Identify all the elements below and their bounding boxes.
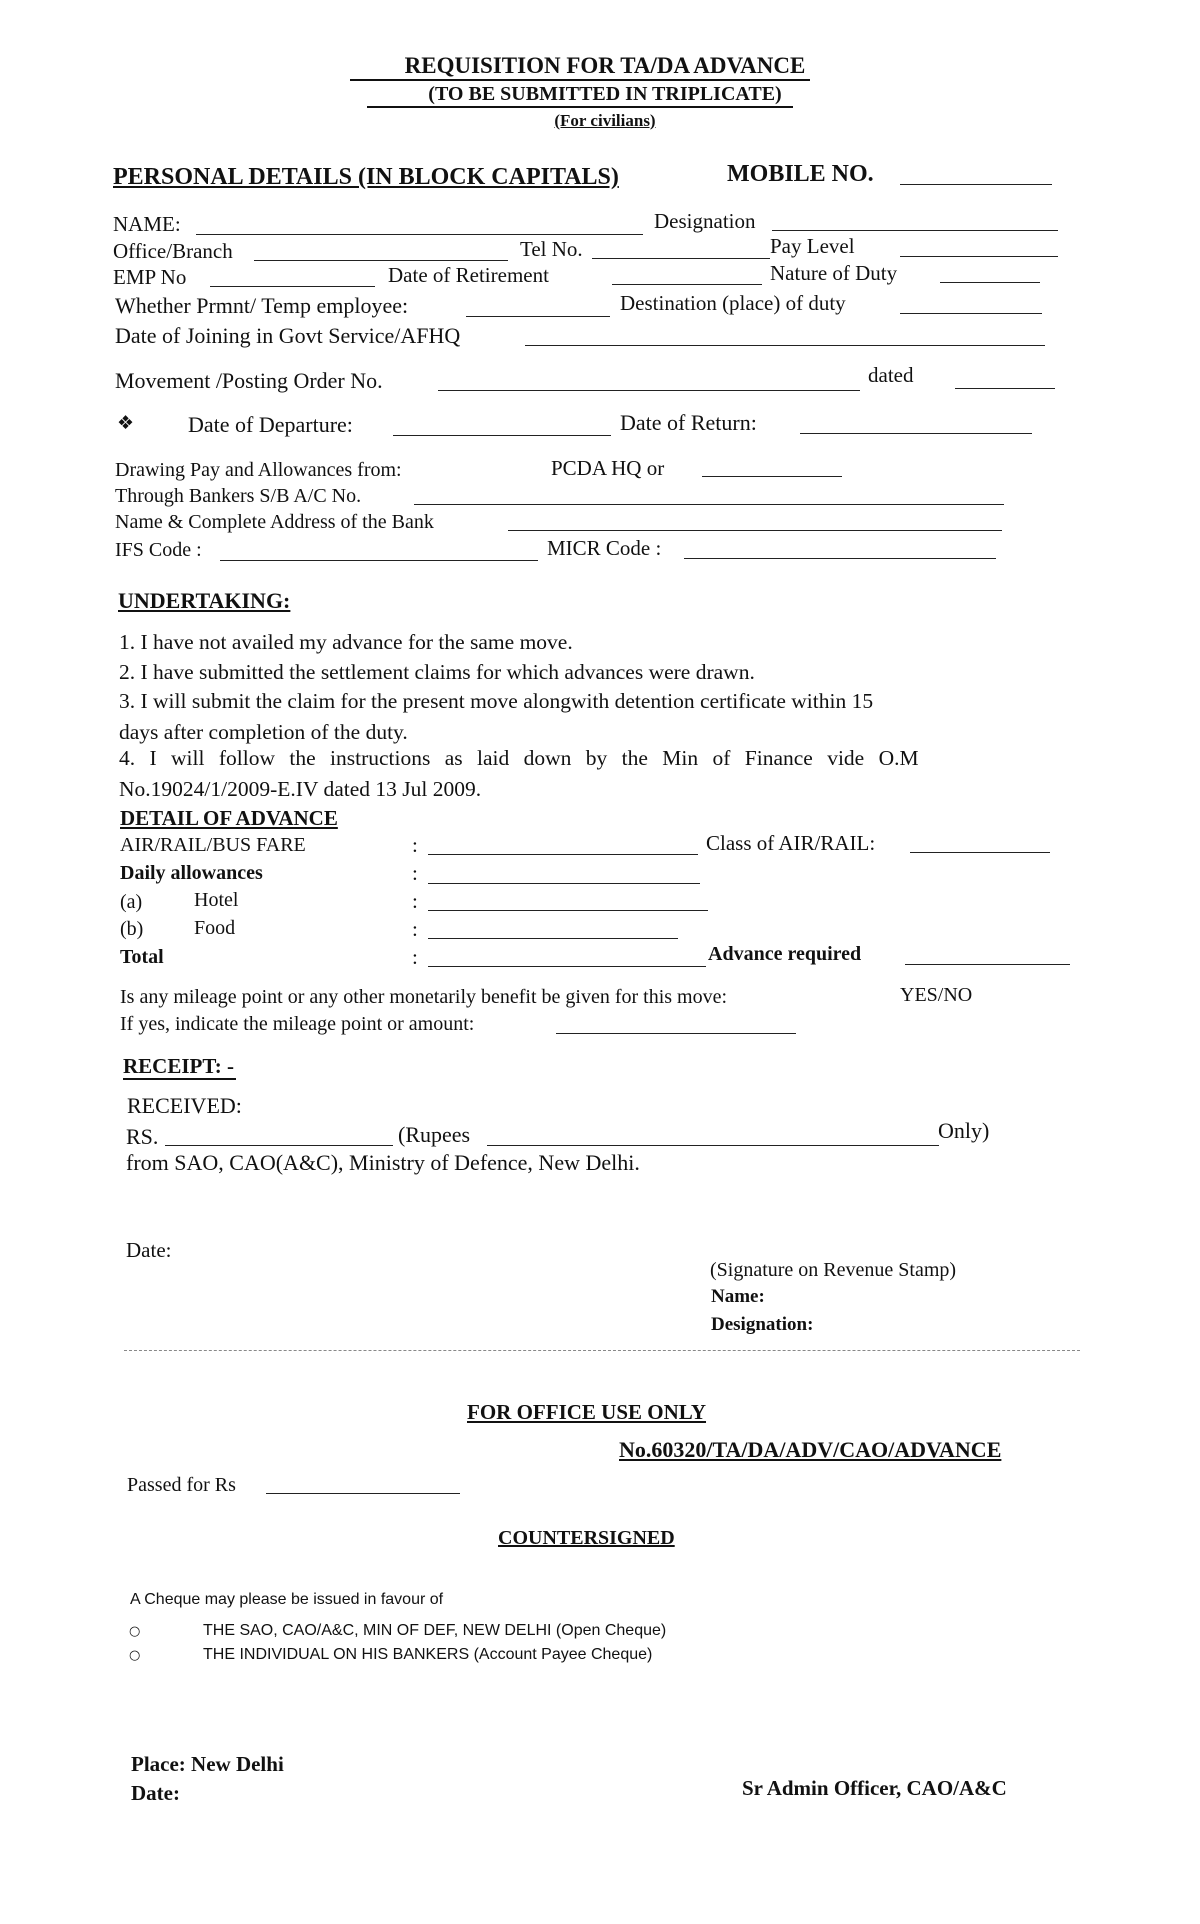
- rs-field[interactable]: [165, 1145, 393, 1146]
- designation-label: Designation: [654, 209, 756, 233]
- food-marker: (b): [120, 918, 144, 940]
- receipt-designation-label: Designation:: [711, 1314, 814, 1335]
- office-use-heading: FOR OFFICE USE ONLY: [467, 1400, 707, 1424]
- return-field[interactable]: [800, 433, 1032, 434]
- signature-label: (Signature on Revenue Stamp): [710, 1259, 957, 1281]
- rupees-label: (Rupees: [398, 1122, 471, 1147]
- bankers-field[interactable]: [414, 504, 1004, 505]
- movement-field[interactable]: [438, 390, 860, 391]
- cheque-intro: A Cheque may please be issued in favour of: [130, 1591, 444, 1608]
- office-field[interactable]: [254, 260, 508, 261]
- joining-label: Date of Joining in Govt Service/AFHQ: [115, 323, 461, 348]
- fare-colon: :: [412, 833, 418, 857]
- personal-details-heading: PERSONAL DETAILS (IN BLOCK CAPITALS): [113, 164, 619, 190]
- hotel-label: Hotel: [194, 889, 239, 911]
- undertaking-heading: UNDERTAKING:: [118, 588, 291, 613]
- advance-required-field[interactable]: [905, 964, 1070, 965]
- form-subtitle: (TO BE SUBMITTED IN TRIPLICATE): [428, 83, 782, 105]
- rupees-field[interactable]: [487, 1145, 939, 1146]
- receipt-underline: [123, 1078, 236, 1080]
- tel-label: Tel No.: [520, 237, 583, 261]
- mileage-question: Is any mileage point or any other monetarily benefit be given for this move:: [120, 986, 728, 1008]
- food-colon: :: [412, 917, 418, 941]
- dated-field[interactable]: [955, 388, 1055, 389]
- mobile-label: MOBILE NO.: [727, 161, 874, 187]
- undertaking-item: 1. I have not availed my advance for the same move.: [119, 630, 573, 654]
- receipt-date-label: Date:: [126, 1238, 172, 1262]
- received-label: RECEIVED:: [127, 1093, 242, 1118]
- advance-required-label: Advance required: [708, 943, 862, 965]
- place-label: Place: New Delhi: [131, 1752, 284, 1776]
- title-underline: [350, 79, 810, 81]
- payee-cheque-option: THE INDIVIDUAL ON HIS BANKERS (Account Payee Cheque): [203, 1646, 653, 1663]
- office-label: Office/Branch: [113, 239, 233, 263]
- total-colon: :: [412, 945, 418, 969]
- drawing-label: Drawing Pay and Allowances from:: [115, 459, 402, 481]
- mileage-amount-label: If yes, indicate the mileage point or amount:: [120, 1013, 475, 1035]
- receipt-from: from SAO, CAO(A&C), Ministry of Defence, New Delhi.: [126, 1150, 640, 1175]
- passed-for-label: Passed for Rs: [127, 1474, 236, 1496]
- yes-no-option[interactable]: YES/NO: [900, 984, 973, 1006]
- emp-field[interactable]: [210, 286, 375, 287]
- movement-label: Movement /Posting Order No.: [115, 368, 383, 393]
- ifs-field[interactable]: [220, 560, 538, 561]
- class-field[interactable]: [910, 852, 1050, 853]
- food-label: Food: [194, 917, 236, 939]
- only-label: Only): [938, 1118, 990, 1143]
- employee-type-label: Whether Prmnt/ Temp employee:: [115, 293, 409, 318]
- tel-field[interactable]: [592, 258, 770, 259]
- micr-field[interactable]: [684, 558, 996, 559]
- fare-label: AIR/RAIL/BUS FARE: [120, 834, 306, 856]
- daily-field[interactable]: [428, 883, 700, 884]
- pcda-field[interactable]: [702, 476, 842, 477]
- joining-field[interactable]: [525, 345, 1045, 346]
- office-reference: No.60320/TA/DA/ADV/CAO/ADVANCE: [619, 1437, 1002, 1462]
- countersigned-label: COUNTERSIGNED: [498, 1527, 675, 1549]
- fare-field[interactable]: [428, 854, 698, 855]
- employee-type-field[interactable]: [466, 316, 610, 317]
- retirement-label: Date of Retirement: [388, 263, 549, 287]
- undertaking-item: 2. I have submitted the settlement claims for which advances were drawn.: [119, 660, 755, 684]
- bankers-label: Through Bankers S/B A/C No.: [115, 485, 362, 507]
- name-field[interactable]: [196, 234, 643, 235]
- hotel-field[interactable]: [428, 910, 708, 911]
- total-field[interactable]: [428, 966, 706, 967]
- micr-label: MICR Code :: [547, 536, 662, 560]
- destination-field[interactable]: [900, 313, 1042, 314]
- undertaking-item: No.19024/1/2009-E.IV dated 13 Jul 2009.: [119, 777, 482, 801]
- daily-label: Daily allowances: [120, 862, 263, 884]
- class-label: Class of AIR/RAIL:: [706, 831, 876, 855]
- mobile-field[interactable]: [900, 184, 1052, 185]
- hotel-colon: :: [412, 889, 418, 913]
- duty-nature-label: Nature of Duty: [770, 261, 898, 285]
- undertaking-item: 3. I will submit the claim for the present move alongwith detention certificate within 15: [119, 689, 874, 713]
- duty-nature-field[interactable]: [940, 282, 1040, 283]
- open-cheque-option: THE SAO, CAO/A&C, MIN OF DEF, NEW DELHI (Open Cheque): [203, 1622, 667, 1639]
- designation-field[interactable]: [772, 230, 1058, 231]
- daily-colon: :: [412, 861, 418, 885]
- pay-level-field[interactable]: [900, 256, 1058, 257]
- cut-line: [124, 1350, 1080, 1351]
- dated-label: dated: [868, 363, 914, 387]
- food-field[interactable]: [428, 938, 678, 939]
- pay-level-label: Pay Level: [770, 234, 855, 258]
- destination-label: Destination (place) of duty: [620, 291, 846, 315]
- retirement-field[interactable]: [612, 284, 762, 285]
- radio-icon[interactable]: ○: [129, 1648, 141, 1663]
- ifs-label: IFS Code :: [115, 539, 202, 561]
- emp-label: EMP No: [113, 265, 187, 289]
- total-label: Total: [120, 946, 164, 968]
- radio-icon[interactable]: ○: [129, 1624, 141, 1639]
- subtitle-underline: [367, 106, 793, 108]
- signatory-label: Sr Admin Officer, CAO/A&C: [742, 1776, 1007, 1800]
- office-date-label: Date:: [131, 1781, 180, 1805]
- form-title: REQUISITION FOR TA/DA ADVANCE: [404, 53, 806, 78]
- rs-label: RS.: [126, 1124, 159, 1149]
- form-audience: (For civilians): [554, 111, 656, 130]
- undertaking-item: days after completion of the duty.: [119, 720, 408, 744]
- pcda-label: PCDA HQ or: [551, 456, 665, 480]
- passed-for-field[interactable]: [266, 1493, 460, 1494]
- name-label: NAME:: [113, 212, 181, 236]
- bank-address-label: Name & Complete Address of the Bank: [115, 511, 434, 533]
- receipt-name-label: Name:: [711, 1286, 765, 1307]
- receipt-heading: RECEIPT: -: [123, 1054, 235, 1078]
- bullet-icon: ❖: [117, 412, 135, 434]
- bank-address-field[interactable]: [508, 530, 1002, 531]
- advance-heading: DETAIL OF ADVANCE: [120, 806, 338, 830]
- departure-label: Date of Departure:: [188, 412, 353, 437]
- departure-field[interactable]: [393, 435, 611, 436]
- undertaking-item: 4. I will follow the instructions as laid down by the Min of Finance vide O.M: [119, 746, 919, 770]
- hotel-marker: (a): [120, 891, 143, 913]
- return-label: Date of Return:: [620, 410, 757, 435]
- mileage-amount-field[interactable]: [556, 1033, 796, 1034]
